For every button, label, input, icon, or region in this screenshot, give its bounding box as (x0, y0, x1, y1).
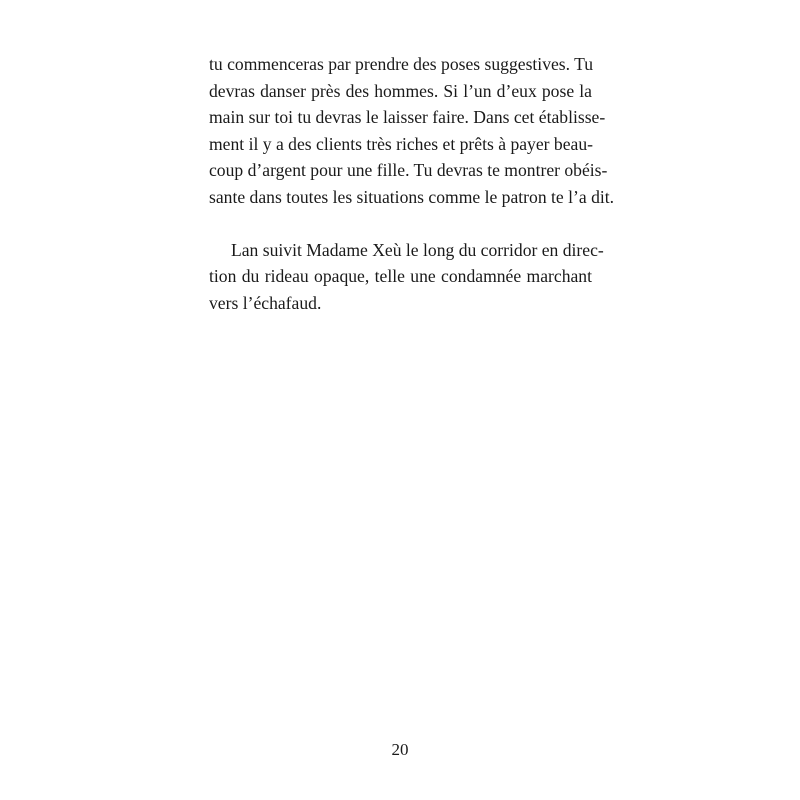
paragraph-gap (209, 210, 592, 237)
text-line: Lan suivit Madame Xeù le long du corridor en direc- (231, 239, 604, 260)
paragraph-1 (209, 51, 615, 210)
body-text (209, 51, 615, 316)
text-line: main sur toi tu devras le laisser faire. Dans cet établisse- (209, 107, 606, 127)
page-number: 20 (391, 740, 409, 759)
text-line: vers l’échafaud. (209, 292, 322, 313)
text-line: tion du rideau opaque, telle une condamnée marchant (209, 266, 592, 286)
text-line: tu commenceras par prendre des poses suggestives. Tu (209, 54, 594, 74)
text-line: devras danser près des hommes. Si l’un d’eux pose la (209, 80, 592, 101)
paragraph-2 (209, 237, 604, 317)
text-line: ment il y a des clients très riches et prêts à payer beau- (209, 133, 593, 154)
text-line: coup d’argent pour une fille. Tu devras te montrer obéis- (209, 160, 608, 180)
text-line: sante dans toutes les situations comme le patron te l’a dit. (209, 186, 615, 207)
